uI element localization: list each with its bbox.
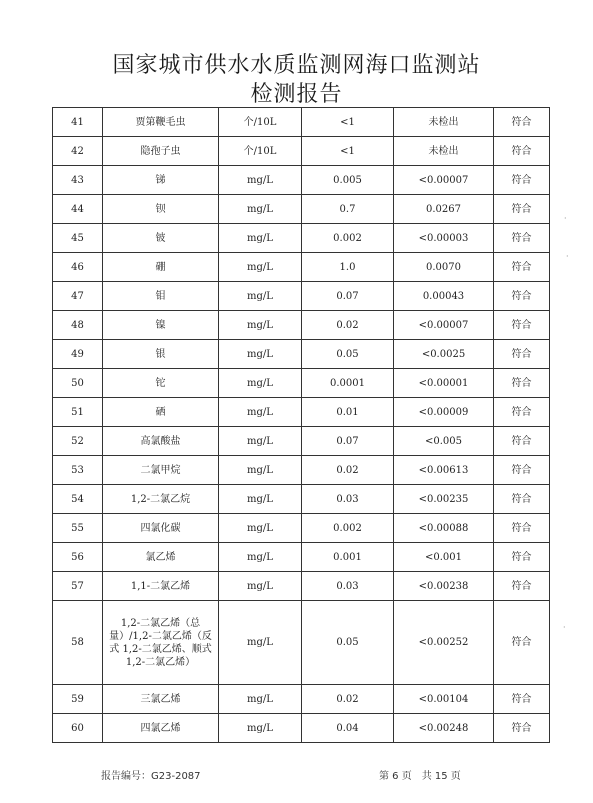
report-number: 报告编号：G23-2087 xyxy=(101,771,201,782)
row-number: 41 xyxy=(53,108,103,137)
table-row xyxy=(53,340,550,369)
row-unit: mg/L xyxy=(219,456,302,485)
row-result: <0.005 xyxy=(394,427,494,456)
row-result: <0.00252 xyxy=(394,601,494,685)
table-row xyxy=(53,108,550,137)
row-unit: mg/L xyxy=(219,166,302,195)
row-unit: mg/L xyxy=(219,340,302,369)
row-result: <0.00001 xyxy=(394,369,494,398)
row-limit: 0.04 xyxy=(302,714,394,743)
row-limit: 0.005 xyxy=(302,166,394,195)
table-row xyxy=(53,572,550,601)
row-limit: <1 xyxy=(302,108,394,137)
row-number: 52 xyxy=(53,427,103,456)
row-result: <0.00003 xyxy=(394,224,494,253)
row-result: <0.00235 xyxy=(394,485,494,514)
row-limit: 0.002 xyxy=(302,514,394,543)
row-judgement: 符合 xyxy=(494,137,550,166)
table-row xyxy=(53,714,550,743)
row-number: 58 xyxy=(53,601,103,685)
row-unit: 个/10L xyxy=(219,137,302,166)
row-unit: mg/L xyxy=(219,543,302,572)
row-number: 44 xyxy=(53,195,103,224)
row-number: 43 xyxy=(53,166,103,195)
row-item: 钡 xyxy=(103,195,219,224)
table-row xyxy=(53,601,550,685)
row-judgement: 符合 xyxy=(494,514,550,543)
row-unit: mg/L xyxy=(219,485,302,514)
row-judgement: 符合 xyxy=(494,714,550,743)
row-limit: 0.01 xyxy=(302,398,394,427)
row-judgement: 符合 xyxy=(494,166,550,195)
row-number: 53 xyxy=(53,456,103,485)
row-result: <0.00007 xyxy=(394,311,494,340)
row-judgement: 符合 xyxy=(494,253,550,282)
report-title: 检测报告 xyxy=(250,82,343,107)
row-limit: 1.0 xyxy=(302,253,394,282)
row-number: 48 xyxy=(53,311,103,340)
row-limit: 0.03 xyxy=(302,485,394,514)
row-result: <0.0025 xyxy=(394,340,494,369)
row-item: 四氯乙烯 xyxy=(103,714,219,743)
report-org-title: 国家城市供水水质监测网海口监测站 xyxy=(112,53,481,78)
row-judgement: 符合 xyxy=(494,282,550,311)
row-number: 56 xyxy=(53,543,103,572)
row-unit: mg/L xyxy=(219,427,302,456)
row-unit: mg/L xyxy=(219,601,302,685)
row-limit: 0.02 xyxy=(302,456,394,485)
row-result: <0.00104 xyxy=(394,685,494,714)
row-judgement: 符合 xyxy=(494,456,550,485)
row-unit: mg/L xyxy=(219,224,302,253)
results-table xyxy=(52,107,550,743)
row-result: 0.0070 xyxy=(394,253,494,282)
row-judgement: 符合 xyxy=(494,398,550,427)
row-item: 隐孢子虫 xyxy=(103,137,219,166)
row-limit: 0.05 xyxy=(302,340,394,369)
row-item: 银 xyxy=(103,340,219,369)
row-number: 45 xyxy=(53,224,103,253)
row-number: 57 xyxy=(53,572,103,601)
row-result: <0.00238 xyxy=(394,572,494,601)
row-limit: 0.7 xyxy=(302,195,394,224)
row-number: 47 xyxy=(53,282,103,311)
row-number: 46 xyxy=(53,253,103,282)
row-number: 50 xyxy=(53,369,103,398)
scan-speck: · xyxy=(564,214,567,223)
row-judgement: 符合 xyxy=(494,340,550,369)
row-judgement: 符合 xyxy=(494,311,550,340)
row-limit: 0.001 xyxy=(302,543,394,572)
row-judgement: 符合 xyxy=(494,369,550,398)
row-limit: 0.07 xyxy=(302,427,394,456)
row-result: <0.00009 xyxy=(394,398,494,427)
row-number: 60 xyxy=(53,714,103,743)
row-judgement: 符合 xyxy=(494,427,550,456)
row-judgement: 符合 xyxy=(494,572,550,601)
row-judgement: 符合 xyxy=(494,601,550,685)
row-item: 四氯化碳 xyxy=(103,514,219,543)
row-result: <0.00613 xyxy=(394,456,494,485)
page-number: 第 6 页 共 15 页 xyxy=(379,771,461,782)
row-item: 高氯酸盐 xyxy=(103,427,219,456)
row-item: 钼 xyxy=(103,282,219,311)
row-number: 55 xyxy=(53,514,103,543)
table-row xyxy=(53,253,550,282)
row-judgement: 符合 xyxy=(494,195,550,224)
row-result: <0.00248 xyxy=(394,714,494,743)
row-unit: mg/L xyxy=(219,311,302,340)
row-number: 54 xyxy=(53,485,103,514)
row-result: 未检出 xyxy=(394,108,494,137)
row-limit: <1 xyxy=(302,137,394,166)
row-result: <0.00007 xyxy=(394,166,494,195)
row-unit: 个/10L xyxy=(219,108,302,137)
row-limit: 0.05 xyxy=(302,601,394,685)
results-table-body xyxy=(53,108,550,743)
table-row xyxy=(53,282,550,311)
table-row xyxy=(53,195,550,224)
row-number: 59 xyxy=(53,685,103,714)
scan-speck: · xyxy=(563,623,566,632)
row-judgement: 符合 xyxy=(494,685,550,714)
row-item: 三氯乙烯 xyxy=(103,685,219,714)
row-number: 51 xyxy=(53,398,103,427)
row-limit: 0.02 xyxy=(302,685,394,714)
row-limit: 0.02 xyxy=(302,311,394,340)
table-row xyxy=(53,311,550,340)
row-unit: mg/L xyxy=(219,714,302,743)
table-row xyxy=(53,514,550,543)
row-unit: mg/L xyxy=(219,685,302,714)
row-item: 硼 xyxy=(103,253,219,282)
table-row xyxy=(53,398,550,427)
row-item: 硒 xyxy=(103,398,219,427)
row-limit: 0.07 xyxy=(302,282,394,311)
row-result: <0.001 xyxy=(394,543,494,572)
row-number: 42 xyxy=(53,137,103,166)
row-unit: mg/L xyxy=(219,572,302,601)
table-row xyxy=(53,224,550,253)
row-item: 铍 xyxy=(103,224,219,253)
row-limit: 0.03 xyxy=(302,572,394,601)
table-row xyxy=(53,456,550,485)
row-item: 1,1-二氯乙烯 xyxy=(103,572,219,601)
row-result: <0.00088 xyxy=(394,514,494,543)
row-number: 49 xyxy=(53,340,103,369)
row-item: 氯乙烯 xyxy=(103,543,219,572)
row-unit: mg/L xyxy=(219,282,302,311)
row-limit: 0.002 xyxy=(302,224,394,253)
row-judgement: 符合 xyxy=(494,485,550,514)
row-unit: mg/L xyxy=(219,195,302,224)
row-result: 0.0267 xyxy=(394,195,494,224)
table-row xyxy=(53,685,550,714)
row-result: 0.00043 xyxy=(394,282,494,311)
row-item: 二氯甲烷 xyxy=(103,456,219,485)
table-row xyxy=(53,369,550,398)
row-item: 镍 xyxy=(103,311,219,340)
table-row xyxy=(53,137,550,166)
table-row xyxy=(53,427,550,456)
row-unit: mg/L xyxy=(219,369,302,398)
row-item: 1,2-二氯乙烷 xyxy=(103,485,219,514)
table-row xyxy=(53,485,550,514)
row-judgement: 符合 xyxy=(494,224,550,253)
table-row xyxy=(53,543,550,572)
row-result: 未检出 xyxy=(394,137,494,166)
table-row xyxy=(53,166,550,195)
row-unit: mg/L xyxy=(219,514,302,543)
row-item: 铊 xyxy=(103,369,219,398)
row-limit: 0.0001 xyxy=(302,369,394,398)
row-judgement: 符合 xyxy=(494,543,550,572)
row-judgement: 符合 xyxy=(494,108,550,137)
row-item: 1,2-二氯乙烯（总量）/1,2-二氯乙烯（反式 1,2-二氯乙烯、顺式 1,2-二氯乙烯） xyxy=(103,601,219,685)
row-item: 贾第鞭毛虫 xyxy=(103,108,219,137)
row-unit: mg/L xyxy=(219,253,302,282)
scan-speck: · xyxy=(566,252,569,261)
row-unit: mg/L xyxy=(219,398,302,427)
row-item: 锑 xyxy=(103,166,219,195)
